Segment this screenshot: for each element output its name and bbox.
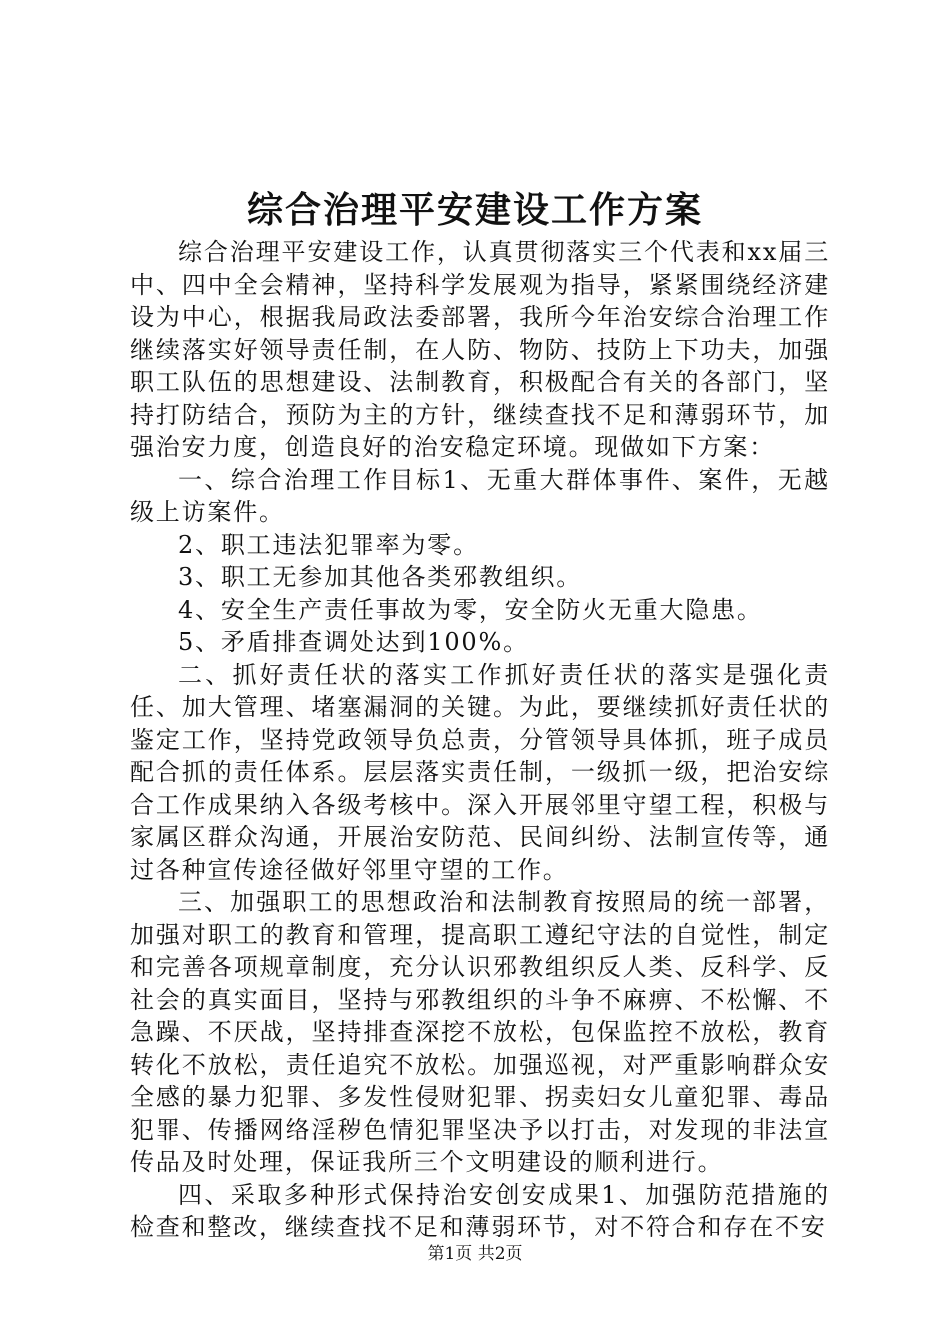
paragraph-goal-2: 2、职工违法犯罪率为零。 xyxy=(178,530,479,559)
paragraph-goal-5: 5、矛盾排查调处达到100%。 xyxy=(178,628,529,656)
paragraph-intro: 综合治理平安建设工作，认真贯彻落实三个代表和xx届三中、四中全会精神，坚持科学发展观为指导，紧紧围绕经济建设为中心，根据我局政法委部署，我所今年治安综合治理工作继续落实好领导责任制，在人防、物防、技防上下功夫，加强职工队伍的思想建设、法制教育，积极配合有关的各部门，坚持打防结合，预防为主的方针，继续查找不足和薄弱环节，加强治安力度，创造良好的治安稳定环境。现做如下方案： xyxy=(130,238,830,461)
paragraph-goal-3: 3、职工无参加其他各类邪教组织。 xyxy=(178,563,583,591)
page-footer: 第1页 共2页 xyxy=(427,1244,523,1264)
paragraph-section-2: 二、抓好责任状的落实工作抓好责任状的落实是强化责任、加大管理、堵塞漏洞的关键。为此，要继续抓好责任状的鉴定工作，坚持党政领导负总责，分管领导具体抓，班子成员配合抓的责任体系。层层落实责任制，一级抓一级，把治安综合工作成果纳入各级考核中。深入开展邻里守望工程，积极与家属区群众沟通，开展治安防范、民间纠纷、法制宣传等，通过各种宣传途径做好邻里守望的工作。 xyxy=(130,660,830,884)
document-title: 综合治理平安建设工作方案 xyxy=(246,189,703,231)
document-body xyxy=(130,236,830,1244)
paragraph-goal-1: 一、综合治理工作目标1、无重大群体事件、案件，无越级上访案件。 xyxy=(130,465,830,526)
paragraph-section-4: 四、采取多种形式保持治安创安成果1、加强防范措施的检查和整改，继续查找不足和薄弱环节，对不符合和存在不安 xyxy=(130,1180,830,1241)
paragraph-section-3: 三、加强职工的思想政治和法制教育按照局的统一部署，加强对职工的教育和管理，提高职工遵纪守法的自觉性，制定和完善各项规章制度，充分认识邪教组织反人类、反科学、反社会的真实面目，坚持与邪教组织的斗争不麻痹、不松懈、不急躁、不厌战，坚持排查深挖不放松，包保监控不放松，教育转化不放松，责任追究不放松。加强巡视，对严重影响群众安全感的暴力犯罪、多发性侵财犯罪、拐卖妇女儿童犯罪、毒品犯罪、传播网络淫秽色情犯罪坚决予以打击，对发现的非法宣传品及时处理，保证我所三个文明建设的顺利进行。 xyxy=(130,888,830,1176)
paragraph-goal-4: 4、安全生产责任事故为零，安全防火无重大隐患。 xyxy=(178,595,763,624)
